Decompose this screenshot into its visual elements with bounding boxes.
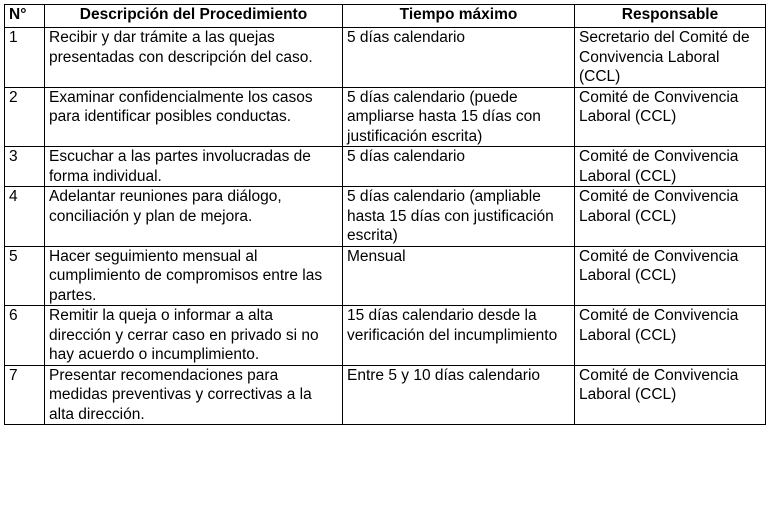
header-responsible: Responsable <box>575 5 766 28</box>
row-description: Presentar recomendaciones para medidas preventivas y correctivas a la alta dirección. <box>45 365 343 425</box>
table-row <box>5 87 766 147</box>
row-number: 2 <box>5 87 45 147</box>
row-max-time: Entre 5 y 10 días calendario <box>343 365 575 425</box>
table-row <box>5 246 766 306</box>
row-max-time: 15 días calendario desde la verificación del incumplimiento <box>343 306 575 366</box>
procedure-table <box>4 4 766 425</box>
row-max-time: 5 días calendario <box>343 28 575 88</box>
row-description: Adelantar reuniones para diálogo, conciliación y plan de mejora. <box>45 187 343 247</box>
table-row <box>5 147 766 187</box>
row-number: 7 <box>5 365 45 425</box>
row-number: 4 <box>5 187 45 247</box>
row-description: Remitir la queja o informar a alta dirección y cerrar caso en privado si no hay acuerdo o incumplimiento. <box>45 306 343 366</box>
row-description: Hacer seguimiento mensual al cumplimiento de compromisos entre las partes. <box>45 246 343 306</box>
row-description: Examinar confidencialmente los casos para identificar posibles conductas. <box>45 87 343 147</box>
row-responsible: Comité de Convivencia Laboral (CCL) <box>575 306 766 366</box>
row-responsible: Secretario del Comité de Convivencia Laboral (CCL) <box>575 28 766 88</box>
header-max-time: Tiempo máximo <box>343 5 575 28</box>
row-description: Recibir y dar trámite a las quejas presentadas con descripción del caso. <box>45 28 343 88</box>
row-number: 1 <box>5 28 45 88</box>
table-row <box>5 28 766 88</box>
row-max-time: 5 días calendario <box>343 147 575 187</box>
row-max-time: 5 días calendario (puede ampliarse hasta 15 días con justificación escrita) <box>343 87 575 147</box>
row-responsible: Comité de Convivencia Laboral (CCL) <box>575 246 766 306</box>
table-row <box>5 306 766 366</box>
table-header-row <box>5 5 766 28</box>
row-responsible: Comité de Convivencia Laboral (CCL) <box>575 147 766 187</box>
header-number: N° <box>5 5 45 28</box>
row-number: 6 <box>5 306 45 366</box>
row-number: 5 <box>5 246 45 306</box>
table-row <box>5 365 766 425</box>
table-row <box>5 187 766 247</box>
row-description: Escuchar a las partes involucradas de forma individual. <box>45 147 343 187</box>
row-max-time: 5 días calendario (ampliable hasta 15 días con justificación escrita) <box>343 187 575 247</box>
row-max-time: Mensual <box>343 246 575 306</box>
row-responsible: Comité de Convivencia Laboral (CCL) <box>575 365 766 425</box>
row-responsible: Comité de Convivencia Laboral (CCL) <box>575 187 766 247</box>
header-description: Descripción del Procedimiento <box>45 5 343 28</box>
row-number: 3 <box>5 147 45 187</box>
row-responsible: Comité de Convivencia Laboral (CCL) <box>575 87 766 147</box>
